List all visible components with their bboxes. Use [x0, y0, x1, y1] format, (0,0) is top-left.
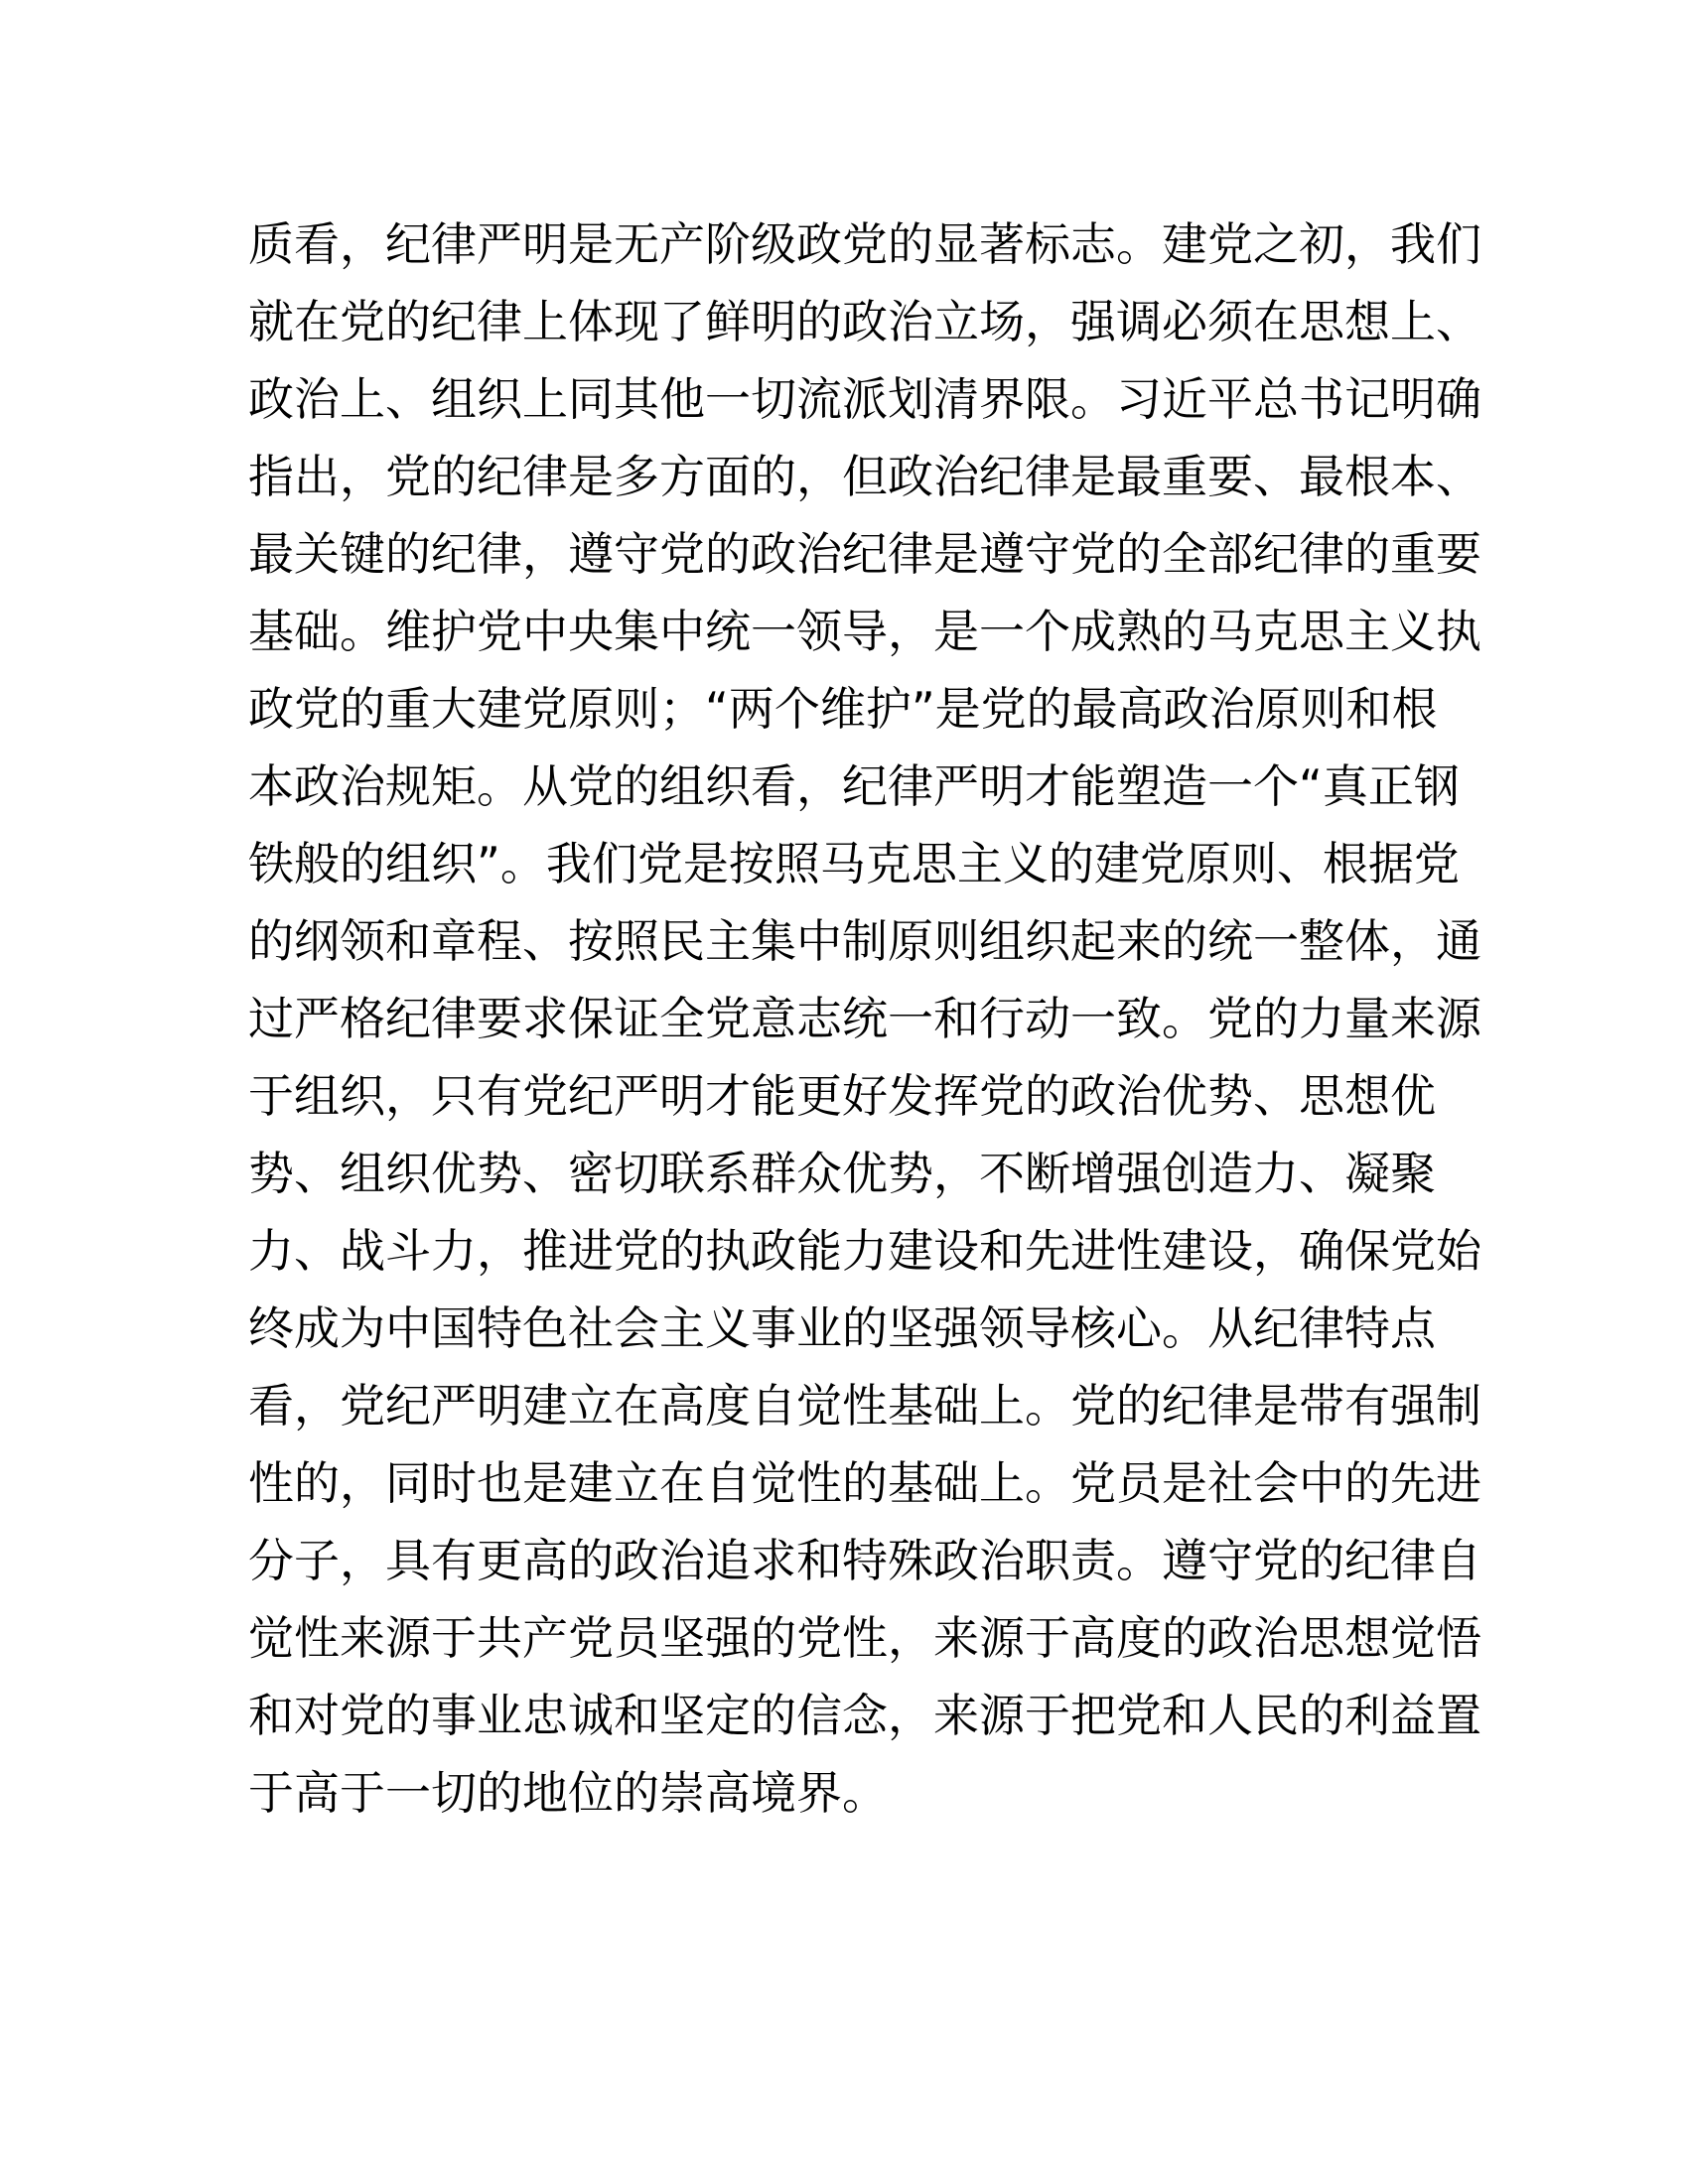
- text-line-5: 最关键的纪律，遵守党的政治纪律是遵守党的全部纪律的重要: [248, 527, 1481, 581]
- text-line-20: 和对党的事业忠诚和坚定的信念，来源于把党和人民的利益置: [248, 1689, 1481, 1742]
- text-line-15: 终成为中国特色社会主义事业的坚强领导核心。从纪律特点: [248, 1301, 1436, 1355]
- text-line-4: 指出，党的纪律是多方面的，但政治纪律是最重要、最根本、: [248, 450, 1481, 503]
- text-line-13: 势、组织优势、密切联系群众优势，不断增强创造力、凝聚: [248, 1147, 1436, 1200]
- text-line-7: 政党的重大建党原则；“两个维护”是党的最高政治原则和根: [248, 682, 1438, 736]
- text-line-2: 就在党的纪律上体现了鲜明的政治立场，强调必须在思想上、: [248, 295, 1481, 348]
- text-line-9: 铁般的组织”。我们党是按照马克思主义的建党原则、根据党: [248, 837, 1460, 890]
- text-line-11: 过严格纪律要求保证全党意志统一和行动一致。党的力量来源: [248, 992, 1481, 1045]
- text-line-16: 看，党纪严明建立在高度自觉性基础上。党的纪律是带有强制: [248, 1379, 1481, 1433]
- text-line-1: 质看，纪律严明是无产阶级政党的显著标志。建党之初，我们: [248, 217, 1481, 271]
- text-line-3: 政治上、组织上同其他一切流派划清界限。习近平总书记明确: [248, 372, 1481, 426]
- text-line-17: 性的，同时也是建立在自觉性的基础上。党员是社会中的先进: [248, 1456, 1481, 1510]
- body-paragraph: [248, 205, 1481, 1832]
- text-line-19: 觉性来源于共产党员坚强的党性，来源于高度的政治思想觉悟: [248, 1611, 1481, 1665]
- text-line-6: 基础。维护党中央集中统一领导，是一个成熟的马克思主义执: [248, 605, 1481, 658]
- text-line-10: 的纲领和章程、按照民主集中制原则组织起来的统一整体，通: [248, 914, 1481, 968]
- text-line-21: 于高于一切的地位的崇高境界。: [248, 1766, 888, 1820]
- text-line-14: 力、战斗力，推进党的执政能力建设和先进性建设，确保党始: [248, 1224, 1481, 1278]
- text-line-18: 分子，具有更高的政治追求和特殊政治职责。遵守党的纪律自: [248, 1534, 1481, 1587]
- text-line-12: 于组织，只有党纪严明才能更好发挥党的政治优势、思想优: [248, 1069, 1436, 1123]
- text-line-8: 本政治规矩。从党的组织看，纪律严明才能塑造一个“真正钢: [248, 759, 1460, 813]
